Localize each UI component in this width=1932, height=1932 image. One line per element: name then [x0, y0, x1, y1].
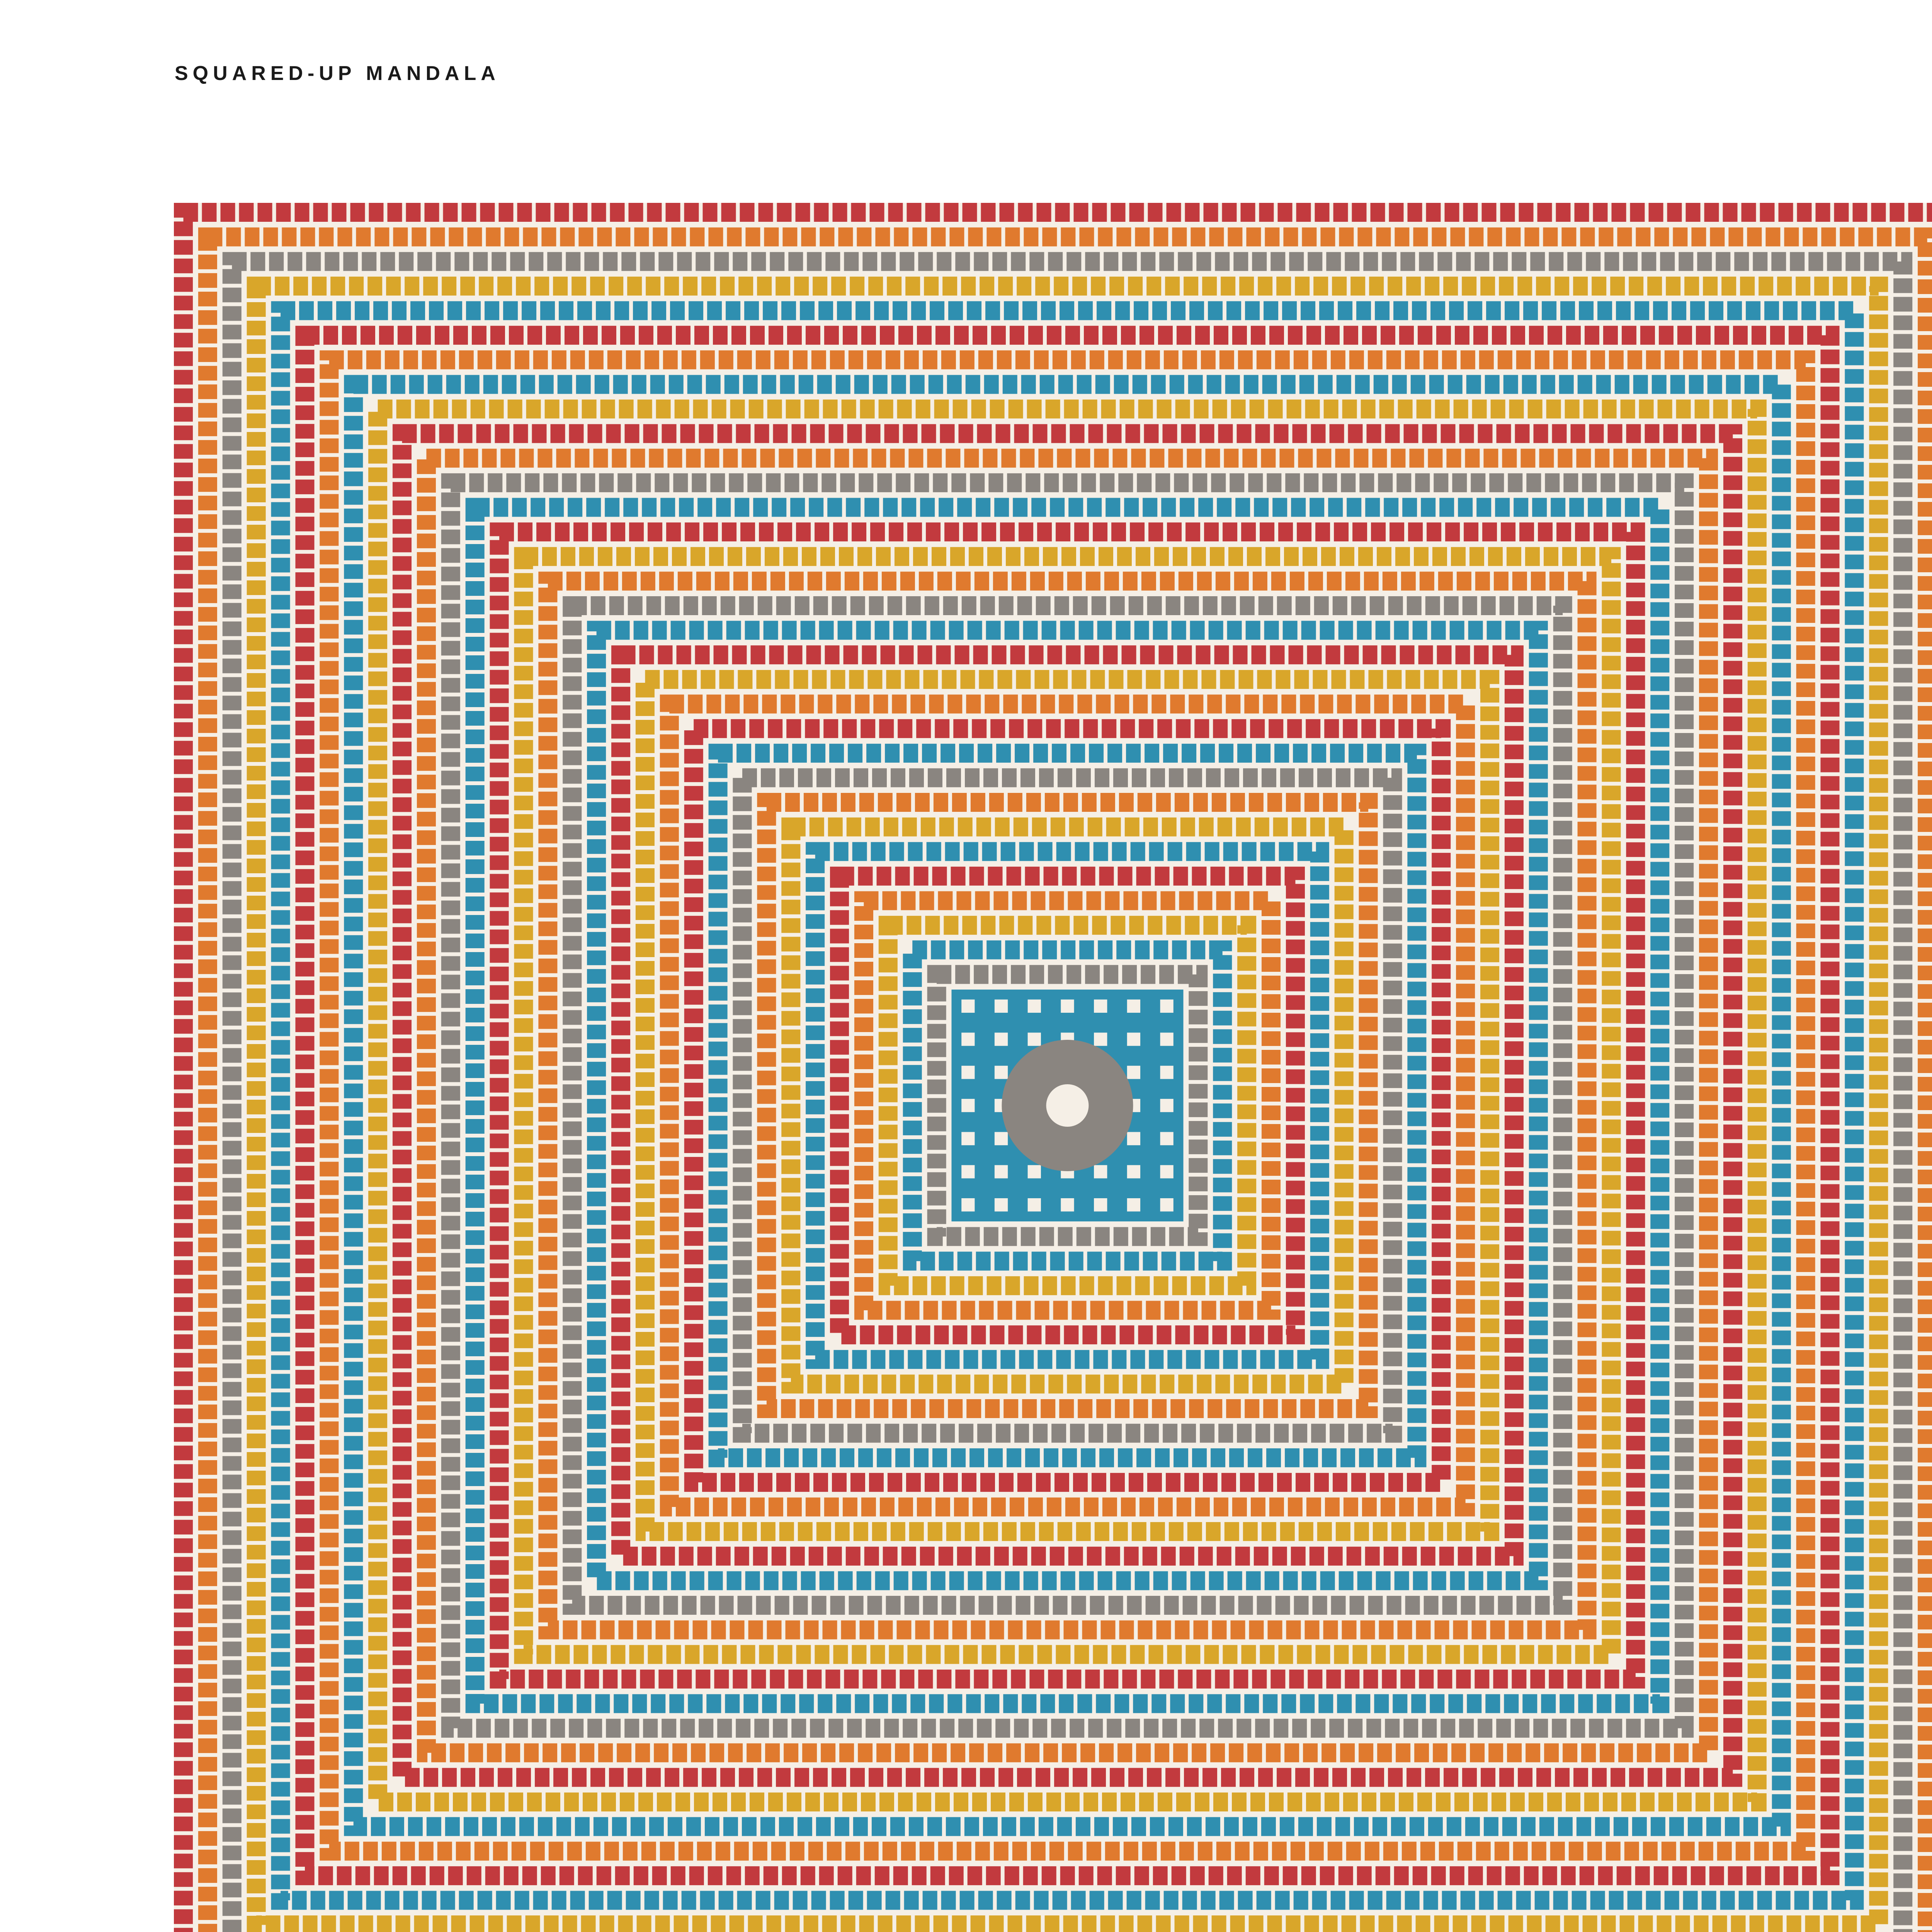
center-square-hole: [995, 1198, 1008, 1211]
center-square-hole: [1094, 1198, 1107, 1211]
center-square-hole: [1160, 1099, 1173, 1112]
center-square-hole: [961, 1198, 975, 1211]
center-square-hole: [961, 1165, 975, 1178]
center-square-hole: [1127, 1000, 1140, 1013]
center-square-hole: [1028, 1032, 1041, 1046]
center-square-hole: [995, 1032, 1008, 1046]
center-square-hole: [1094, 1032, 1107, 1046]
center-square-hole: [1160, 1198, 1173, 1211]
mandala-photo: [174, 203, 1932, 1932]
center-square-hole: [1127, 1066, 1140, 1079]
center-square-hole: [995, 1000, 1008, 1013]
center-square-hole: [995, 1132, 1008, 1145]
center-square-hole: [995, 1165, 1008, 1178]
center-square-hole: [961, 1000, 975, 1013]
center-square-hole: [961, 1032, 975, 1046]
center-square-hole: [1160, 1165, 1173, 1178]
center-square-hole: [1094, 1165, 1107, 1178]
center-square-hole: [1160, 1132, 1173, 1145]
center-square-hole: [1061, 1000, 1074, 1013]
center-square-hole: [1127, 1165, 1140, 1178]
center-square-hole: [1061, 1198, 1074, 1211]
center-flower-hole: [1046, 1084, 1089, 1127]
center-square-hole: [961, 1099, 975, 1112]
mandala-image: [174, 203, 1932, 1932]
center-square-hole: [1028, 1198, 1041, 1211]
center-square-hole: [1160, 1000, 1173, 1013]
center-square-hole: [1160, 1032, 1173, 1046]
center-square-hole: [995, 1066, 1008, 1079]
center-square-hole: [1160, 1066, 1173, 1079]
center-square-hole: [1127, 1132, 1140, 1145]
center-square-hole: [1127, 1032, 1140, 1046]
center-square-hole: [1127, 1198, 1140, 1211]
center-square-hole: [961, 1066, 975, 1079]
section-title: SQUARED-UP MANDALA: [175, 62, 500, 85]
center-square-hole: [1094, 1000, 1107, 1013]
center-square-hole: [961, 1132, 975, 1145]
center-square-hole: [1028, 1000, 1041, 1013]
center-square-hole: [1028, 1165, 1041, 1178]
